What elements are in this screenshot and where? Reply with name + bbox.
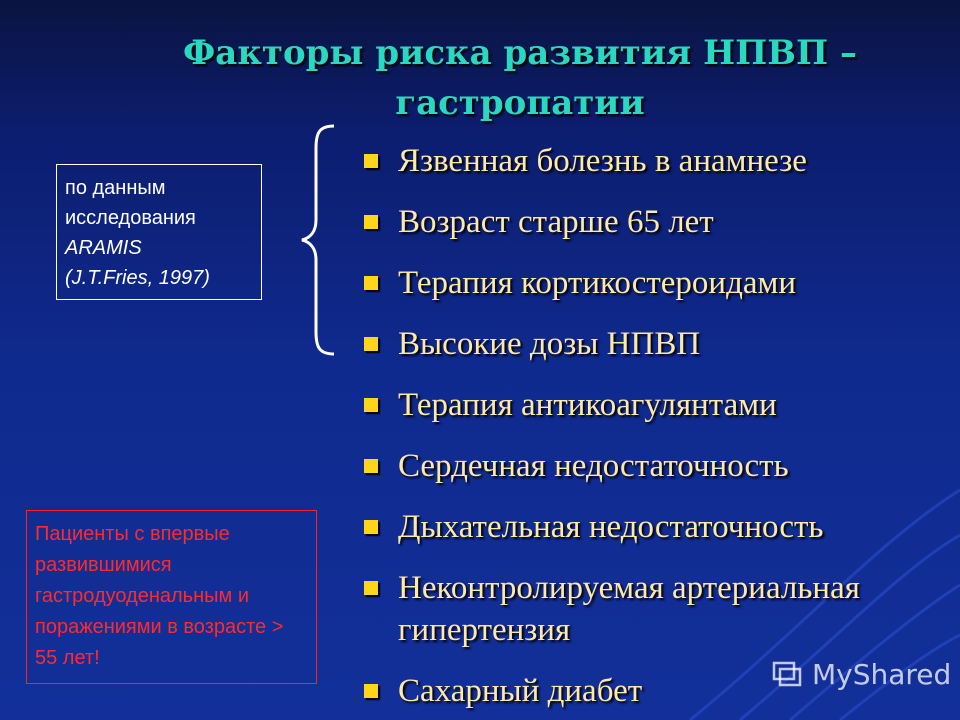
bullet-square-icon — [364, 154, 378, 168]
list-item: Дыхательная недостаточность — [364, 506, 960, 548]
bullet-square-icon — [364, 276, 378, 290]
list-item: Язвенная болезнь в анамнезе — [364, 140, 960, 182]
source-note-study: ARAMIS — [65, 237, 142, 259]
list-item: Сердечная недостаточность — [364, 445, 960, 487]
list-item: Терапия антикоагулянтами — [364, 384, 960, 426]
left-brace — [298, 122, 338, 358]
slides-icon — [770, 657, 804, 691]
risk-factor-list — [364, 140, 960, 720]
bullet-square-icon — [364, 459, 378, 473]
patient-note-text: Пациенты с впервые развившимися гастродуоденальным и поражениями в возрасте > 55 лет! — [35, 523, 284, 669]
watermark-text: MyShared — [812, 657, 952, 691]
patient-note-box — [26, 510, 317, 684]
bullet-square-icon — [364, 215, 378, 229]
source-note-box — [56, 164, 262, 300]
source-note-citation: (J.T.Fries, 1997) — [65, 267, 210, 289]
list-item: Сахарный диабет — [364, 670, 960, 712]
list-item: Неконтролируемая артериальная гипертензия — [364, 567, 960, 651]
bullet-square-icon — [364, 337, 378, 351]
list-item: Высокие дозы НПВП — [364, 323, 960, 365]
watermark — [770, 654, 951, 694]
bullet-square-icon — [364, 520, 378, 534]
source-note-line: исследования — [65, 207, 196, 229]
bullet-square-icon — [364, 398, 378, 412]
bullet-square-icon — [364, 684, 378, 698]
list-item: Терапия кортикостероидами — [364, 262, 960, 304]
slide-title: Факторы риска развития НПВП – гастропатии — [183, 33, 857, 123]
source-note-line: по данным — [65, 177, 166, 199]
list-item: Возраст старше 65 лет — [364, 201, 960, 243]
bullet-square-icon — [364, 581, 378, 595]
